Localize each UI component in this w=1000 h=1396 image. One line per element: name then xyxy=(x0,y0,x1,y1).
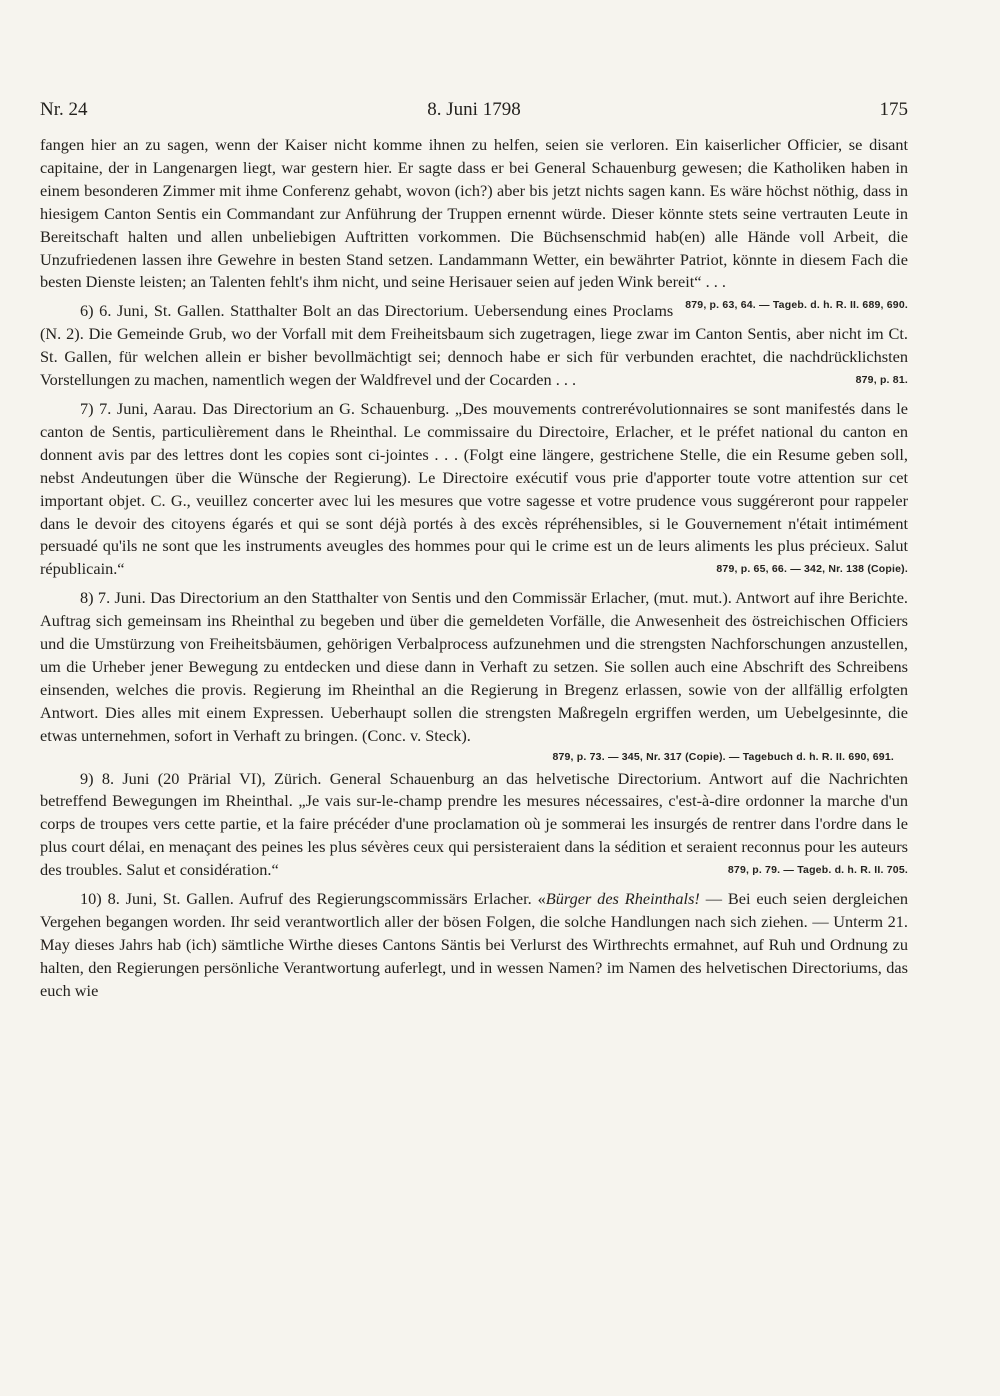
paragraph-italic-address: Bürger des Rheinthals! xyxy=(545,889,700,909)
source-reference: 879, p. 63, 64. — Tageb. d. h. R. II. 689, 690. xyxy=(685,299,908,312)
paragraph-entry-9 xyxy=(40,768,908,883)
paragraph-entry-7 xyxy=(40,398,908,581)
page-number: 175 xyxy=(879,99,908,120)
page-date: 8. Juni 1798 xyxy=(427,99,521,120)
paragraph-prefix: 10) 8. Juni, St. Gallen. Aufruf des Regierungscommissärs Erlacher. « xyxy=(80,889,546,909)
source-reference: 879, p. 65, 66. — 342, Nr. 138 (Copie). xyxy=(716,563,908,576)
source-reference: 879, p. 73. — 345, Nr. 317 (Copie). — Tagebuch d. h. R. II. 690, 691. xyxy=(552,750,894,763)
paragraph-text: fangen hier an zu sagen, wenn der Kaiser nicht komme ihnen zu helfen, seien sie verloren. Ein kaiserlicher Officier, se disant capitaine, der in Langenargen liegt, war gestern hier. Er sagte dass er bei General Schauenburg gewesen; die Katholiken haben in einem besonderen Zimmer mit ihme Conferenz gehabt, wovon (ich?) aber bis jetzt nichts sagen kann. Es wäre höchst nöthig, dass in hiesigem Canton Sentis ein Commandant zur Anführung der Truppen ernennt würde. Dieser könnte stets seine vertrauten Leute in Bereitschaft halten und allen unbeliebigen Auftritten vorkommen. Die Büchsenschmid hab(en) alle Hände voll Arbeit, die Unzufriedenen lassen ihre Gewehre in besten Stand setzen. Landammann Wetter, ein bewährter Patriot, könnte in diesem Fach die besten Dienste leisten; an Talenten fehlt's ihm nicht, und seine Herisauer seien auf jeden Wink bereit“ . . . xyxy=(40,135,908,292)
source-reference: 879, p. 79. — Tageb. d. h. R. II. 705. xyxy=(727,864,908,877)
document-number: Nr. 24 xyxy=(40,99,88,120)
source-reference: 879, p. 81. xyxy=(855,374,908,387)
paragraph-entry-8 xyxy=(40,587,908,765)
document-page xyxy=(40,98,908,1003)
document-body xyxy=(40,134,908,1003)
paragraph-text: 9) 8. Juni (20 Prärial VI), Zürich. General Schauenburg an das helvetische Directorium. Antwort auf die Nachrichten betreffend Bewegungen im Rheinthal. „Je vais sur-le-champ prendre les mesures nécessaires, c'est-à-dire ordonner la marche d'un corps de troupes vers cette partie, et la faire précéder d'une proclamation où je sommerai les insurgés de rentrer dans l'ordre dans le plus court délai, en menaçant des peines les plus sévères ceux qui persisteraient dans la sédition et seraient reconnus pour les auteurs des troubles. Salut et considération.“ xyxy=(40,768,908,880)
paragraph-text: 8) 7. Juni. Das Directorium an den Statthalter von Sentis und den Commissär Erlacher, (mut. mut.). Antwort auf ihre Berichte. Auftrag sich gemeinsam ins Rheinthal zu begeben und über die gemeldeten Vorfälle, die Anwesenheit des östreichischen Officiers und die Umstürzung von Freiheitsbäumen, gehörigen Verbalprocess aufzunehmen und die strengsten Nachforschungen anzustellen, um die Urheber jener Bewegung zu entdecken und diese dann in Verhaft zu setzen. Sie sollen auch eine Abschrift des Schreibens einsenden, welches die provis. Regierung im Rheinthal an die Regierung in Bregenz erlassen, sowie von der allfällig erfolgten Antwort. Dies alles mit einem Expressen. Ueberhaupt sollen die strengsten Maßregeln ergriffen werden, um Uebelgesinnte, die etwas unternehmen, sofort in Verhaft zu bringen. (Conc. v. Steck). xyxy=(40,588,908,745)
paragraph-entry-10 xyxy=(40,888,908,1003)
paragraph-text: 6) 6. Juni, St. Gallen. Statthalter Bolt an das Directorium. Uebersendung eines Proclams (N. 2). Die Gemeinde Grub, wo der Vorfall mit dem Freiheitsbaum sich zugetragen, liege zwar im Canton Sentis, aber nicht im Ct. St. Gallen, für welchen allein er bisher bevollmächtigt sei; dennoch habe er sich für verbunden erachtet, die nachdrücklichsten Vorstellungen zu machen, namentlich wegen der Waldfrevel und der Cocarden . . . xyxy=(40,301,908,390)
paragraph-text: 7) 7. Juni, Aarau. Das Directorium an G. Schauenburg. „Des mouvements contrerévolutionnaires se sont manifestés dans le canton de Sentis, particulièrement dans le Rheinthal. Le commissaire du Directoire, Erlacher, et le préfet national du canton en donnent avis par des lettres dont les copies sont ci-jointes . . . (Folgt eine längere, gestrichene Stelle, die ein Resume geben soll, nebst Andeutungen über die Wünsche der Regierung). Le Directoire exécutif vous prie d'apporter toute votre attention sur cet important objet. C. G., veuillez concerter avec lui les mesures que votre sagesse et votre prudence vous suggéreront pour rappeler dans le devoir des citoyens égarés et qui se sont déjà portés à des excès répréhensibles, si le Gouvernement n'était intimément persuadé qu'ils ne sont que les instruments aveugles des hommes pour qui le crime est un de leurs aliments les plus précieux. Salut républicain.“ xyxy=(40,398,908,579)
paragraph-text: — Bei euch seien dergleichen Vergehen begangen worden. Ihr seid verantwortlich aller der bösen Folgen, die solche Handlungen nach sich ziehen. — Unterm 21. May dieses Jahrs hab (ich) sämtliche Wirthe dieses Cantons Säntis bei Verlurst des Wirthrechts ermahnet, auf Ruh und Ordnung zu halten, den Regierungen persönliche Verantwortung auferlegt, und in wessen Namen? im Namen des helvetischen Directoriums, das euch wie xyxy=(40,889,908,1000)
paragraph-continuation xyxy=(40,134,908,312)
page-header xyxy=(40,98,908,122)
